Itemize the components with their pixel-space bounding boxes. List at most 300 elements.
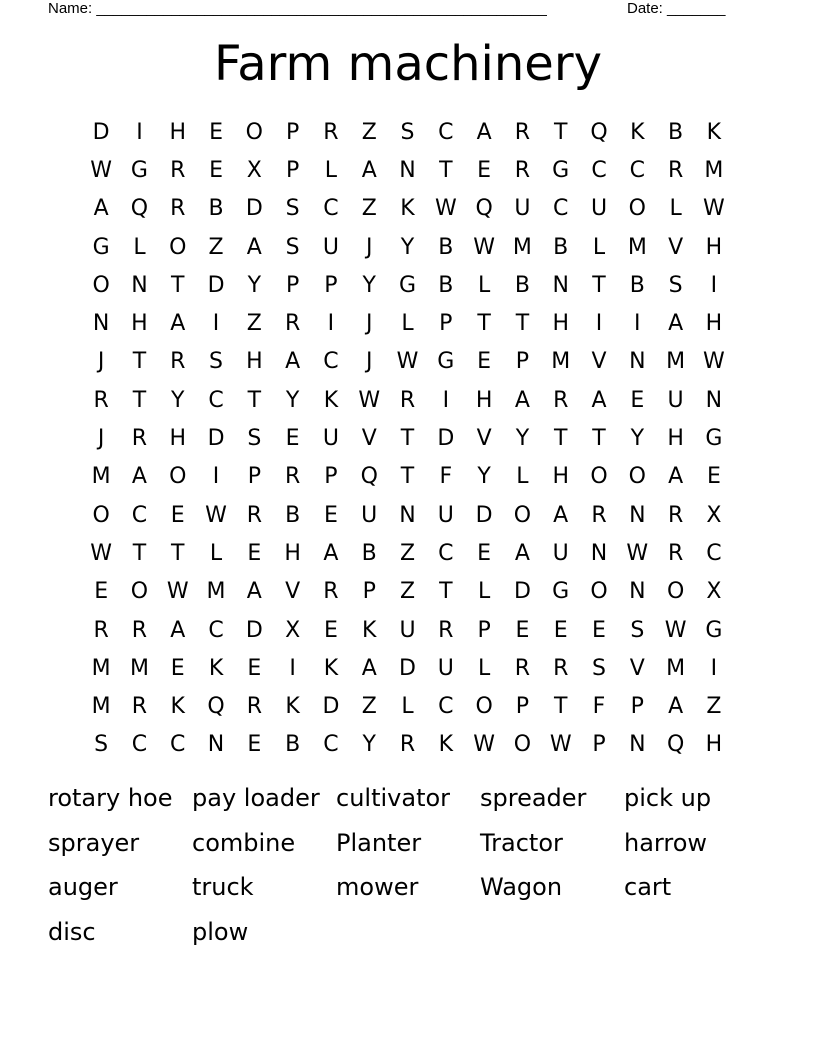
grid-cell: Q bbox=[207, 694, 225, 720]
grid-cell: R bbox=[131, 426, 148, 452]
grid-cell: K bbox=[362, 617, 377, 643]
letter-grid bbox=[82, 113, 733, 764]
word-bank-item: pick up bbox=[624, 784, 712, 812]
grid-cell: M bbox=[627, 234, 647, 260]
grid-cell: A bbox=[170, 617, 186, 643]
grid-cell: M bbox=[91, 464, 111, 490]
grid-cell: T bbox=[477, 311, 491, 337]
grid-cell: R bbox=[323, 119, 339, 145]
grid-cell: W bbox=[703, 349, 725, 375]
word-bank-item: cultivator bbox=[336, 784, 451, 812]
word-bank-item: harrow bbox=[624, 828, 708, 857]
date-blank: _______ bbox=[667, 0, 726, 17]
grid-cell: T bbox=[515, 311, 530, 337]
grid-cell: L bbox=[477, 272, 491, 298]
grid-cell: J bbox=[365, 311, 373, 337]
grid-cell: D bbox=[399, 655, 416, 681]
grid-cell: W bbox=[703, 196, 725, 222]
grid-cell: K bbox=[208, 655, 224, 681]
grid-cell: W bbox=[473, 234, 495, 260]
grid-cell: B bbox=[514, 272, 530, 298]
grid-cell: U bbox=[514, 196, 531, 222]
grid-cell: E bbox=[94, 579, 109, 605]
grid-cell: H bbox=[246, 349, 263, 375]
grid-cell: U bbox=[667, 387, 684, 413]
grid-cell: P bbox=[515, 694, 530, 720]
grid-cell: E bbox=[209, 157, 223, 183]
grid-cell: C bbox=[323, 196, 339, 222]
grid-cell: R bbox=[667, 157, 684, 183]
grid-cell: I bbox=[634, 311, 641, 337]
grid-cell: V bbox=[591, 349, 607, 375]
page-title: Farm machinery bbox=[214, 36, 602, 92]
grid-cell: R bbox=[131, 694, 148, 720]
grid-cell: G bbox=[398, 272, 417, 298]
grid-cell: N bbox=[629, 732, 646, 758]
grid-cell: Z bbox=[399, 579, 416, 605]
grid-cell: D bbox=[245, 617, 263, 643]
grid-cell: E bbox=[706, 464, 721, 490]
grid-cell: E bbox=[477, 540, 492, 566]
grid-cell: M bbox=[704, 157, 724, 183]
grid-cell: G bbox=[552, 157, 570, 183]
grid-cell: E bbox=[285, 426, 300, 452]
grid-cell: I bbox=[442, 387, 450, 413]
grid-cell: M bbox=[666, 655, 686, 681]
grid-cell: K bbox=[285, 694, 300, 720]
grid-cell: K bbox=[630, 119, 645, 145]
grid-cell: T bbox=[439, 157, 453, 183]
grid-cell: B bbox=[438, 272, 454, 298]
grid-cell: Y bbox=[171, 387, 185, 413]
grid-cell: O bbox=[628, 464, 646, 490]
grid-cell: W bbox=[549, 732, 572, 758]
word-bank-item: cart bbox=[624, 873, 672, 902]
grid-cell: C bbox=[131, 732, 148, 758]
name-label: Name: bbox=[48, 0, 93, 17]
grid-cell: M bbox=[512, 234, 532, 260]
grid-cell: R bbox=[438, 617, 454, 643]
grid-cell: W bbox=[396, 349, 419, 375]
grid-cell: W bbox=[90, 540, 113, 566]
grid-cell: T bbox=[553, 119, 568, 145]
grid-cell: Y bbox=[515, 426, 530, 452]
grid-cell: G bbox=[437, 349, 455, 375]
grid-cell: L bbox=[477, 655, 491, 681]
grid-cell: C bbox=[629, 157, 645, 183]
grid-cell: R bbox=[553, 387, 569, 413]
grid-cell: U bbox=[437, 655, 454, 681]
grid-cell: B bbox=[629, 272, 645, 298]
grid-cell: E bbox=[323, 502, 338, 528]
grid-cell: A bbox=[170, 311, 186, 337]
grid-cell: H bbox=[169, 426, 187, 452]
grid-cell: W bbox=[473, 732, 495, 758]
grid-cell: A bbox=[246, 234, 262, 260]
grid-cell: I bbox=[212, 464, 220, 490]
grid-cell: D bbox=[92, 119, 110, 145]
date-label: Date: bbox=[627, 0, 663, 17]
grid-cell: S bbox=[668, 272, 683, 298]
grid-cell: O bbox=[130, 579, 149, 605]
grid-cell: O bbox=[590, 464, 608, 490]
grid-cell: H bbox=[169, 119, 187, 145]
grid-cell: K bbox=[706, 119, 722, 145]
grid-cell: P bbox=[247, 464, 261, 490]
grid-cell: O bbox=[628, 196, 646, 222]
grid-cell: Z bbox=[246, 311, 262, 337]
grid-cell: I bbox=[136, 119, 143, 145]
grid-cell: E bbox=[170, 502, 185, 528]
grid-cell: O bbox=[92, 272, 110, 298]
grid-cell: Y bbox=[477, 464, 491, 490]
grid-cell: R bbox=[514, 157, 531, 183]
grid-cell: K bbox=[400, 196, 415, 222]
grid-cell: R bbox=[93, 617, 109, 643]
grid-cell: K bbox=[323, 655, 339, 681]
grid-cell: L bbox=[401, 694, 414, 720]
grid-cell: O bbox=[169, 464, 187, 490]
word-bank-item: sprayer bbox=[48, 828, 140, 857]
grid-cell: E bbox=[630, 387, 645, 413]
grid-cell: L bbox=[516, 464, 529, 490]
grid-cell: O bbox=[666, 579, 685, 605]
date-field bbox=[627, 0, 725, 18]
grid-cell: A bbox=[323, 540, 339, 566]
grid-cell: P bbox=[324, 464, 338, 490]
grid-cell: P bbox=[362, 579, 376, 605]
grid-cell: A bbox=[553, 502, 569, 528]
grid-cell: F bbox=[592, 694, 606, 720]
grid-cell: D bbox=[245, 196, 263, 222]
grid-cell: R bbox=[170, 349, 186, 375]
word-bank-item: spreader bbox=[480, 784, 587, 812]
word-bank-item: plow bbox=[192, 918, 249, 947]
grid-cell: P bbox=[285, 157, 300, 183]
grid-cell: L bbox=[669, 196, 682, 222]
grid-cell: Y bbox=[285, 387, 300, 413]
grid-cell: O bbox=[475, 694, 493, 720]
grid-cell: M bbox=[91, 694, 111, 720]
grid-cell: T bbox=[132, 540, 147, 566]
grid-cell: L bbox=[324, 157, 338, 183]
grid-cell: A bbox=[361, 655, 377, 681]
grid-cell: M bbox=[666, 349, 686, 375]
grid-cell: R bbox=[667, 540, 684, 566]
grid-cell: Z bbox=[361, 196, 377, 222]
grid-cell: A bbox=[668, 464, 684, 490]
grid-cell: E bbox=[477, 157, 492, 183]
grid-cell: X bbox=[246, 157, 262, 183]
grid-cell: Q bbox=[130, 196, 149, 222]
grid-cell: P bbox=[285, 119, 300, 145]
grid-cell: R bbox=[284, 464, 301, 490]
grid-cell: S bbox=[630, 617, 645, 643]
grid-cell: I bbox=[327, 311, 335, 337]
grid-cell: J bbox=[365, 234, 373, 260]
grid-cell: W bbox=[664, 617, 687, 643]
grid-cell: M bbox=[129, 655, 149, 681]
grid-cell: R bbox=[399, 732, 416, 758]
grid-cell: I bbox=[212, 311, 220, 337]
grid-cell: R bbox=[246, 694, 262, 720]
grid-cell: V bbox=[476, 426, 492, 452]
grid-cell: W bbox=[205, 502, 227, 528]
grid-cell: M bbox=[551, 349, 571, 375]
grid-cell: R bbox=[399, 387, 416, 413]
grid-cell: V bbox=[285, 579, 301, 605]
grid-cell: U bbox=[399, 617, 416, 643]
grid-cell: G bbox=[130, 157, 148, 183]
grid-cell: S bbox=[285, 196, 300, 222]
grid-cell: J bbox=[97, 426, 105, 452]
grid-cell: T bbox=[132, 387, 147, 413]
grid-cell: H bbox=[475, 387, 493, 413]
grid-cell: T bbox=[553, 694, 568, 720]
grid-cell: H bbox=[131, 311, 148, 337]
grid-cell: E bbox=[553, 617, 568, 643]
grid-cell: Q bbox=[666, 732, 685, 758]
grid-cell: V bbox=[629, 655, 645, 681]
grid-cell: G bbox=[705, 426, 723, 452]
grid-cell: L bbox=[401, 311, 414, 337]
grid-cell: Q bbox=[590, 119, 608, 145]
grid-cell: V bbox=[361, 426, 377, 452]
grid-cell: H bbox=[552, 311, 569, 337]
grid-cell: X bbox=[285, 617, 301, 643]
grid-cell: C bbox=[323, 732, 339, 758]
grid-cell: R bbox=[131, 617, 148, 643]
grid-cell: A bbox=[131, 464, 147, 490]
grid-cell: Z bbox=[208, 234, 224, 260]
grid-cell: S bbox=[209, 349, 224, 375]
name-blank: ______________________________________________________ bbox=[96, 0, 547, 17]
grid-cell: T bbox=[171, 272, 185, 298]
grid-cell: O bbox=[92, 502, 110, 528]
grid-cell: E bbox=[247, 655, 262, 681]
grid-cell: K bbox=[323, 387, 339, 413]
grid-cell: R bbox=[170, 157, 186, 183]
grid-cell: A bbox=[668, 694, 684, 720]
grid-cell: P bbox=[592, 732, 606, 758]
grid-cell: C bbox=[438, 540, 454, 566]
grid-cell: Q bbox=[475, 196, 493, 222]
grid-cell: N bbox=[131, 272, 148, 298]
grid-cell: Y bbox=[247, 272, 262, 298]
grid-cell: T bbox=[439, 579, 453, 605]
grid-cell: B bbox=[553, 234, 569, 260]
grid-cell: W bbox=[434, 196, 457, 222]
grid-cell: A bbox=[93, 196, 109, 222]
word-bank-item: auger bbox=[48, 873, 118, 902]
grid-cell: G bbox=[552, 579, 570, 605]
grid-cell: C bbox=[706, 540, 722, 566]
grid-cell: U bbox=[322, 426, 339, 452]
grid-cell: A bbox=[514, 387, 530, 413]
grid-cell: E bbox=[477, 349, 492, 375]
grid-cell: N bbox=[399, 157, 416, 183]
grid-cell: R bbox=[591, 502, 607, 528]
grid-cell: I bbox=[710, 272, 718, 298]
grid-cell: B bbox=[285, 732, 301, 758]
word-bank-item: Wagon bbox=[480, 873, 563, 902]
word-bank-item: combine bbox=[192, 828, 296, 857]
grid-cell: P bbox=[324, 272, 338, 298]
grid-cell: O bbox=[169, 234, 187, 260]
grid-cell: T bbox=[553, 426, 568, 452]
grid-cell: A bbox=[361, 157, 377, 183]
grid-cell: D bbox=[513, 579, 531, 605]
grid-cell: H bbox=[705, 234, 723, 260]
grid-cell: R bbox=[246, 502, 262, 528]
grid-cell: N bbox=[705, 387, 723, 413]
grid-cell: V bbox=[668, 234, 684, 260]
grid-cell: I bbox=[289, 655, 296, 681]
name-field bbox=[48, 0, 547, 18]
grid-cell: H bbox=[552, 464, 569, 490]
grid-cell: P bbox=[515, 349, 530, 375]
grid-cell: A bbox=[285, 349, 301, 375]
grid-cell: D bbox=[207, 426, 225, 452]
grid-cell: S bbox=[247, 426, 262, 452]
grid-cell: T bbox=[592, 272, 606, 298]
grid-cell: L bbox=[592, 234, 606, 260]
grid-cell: Z bbox=[706, 694, 722, 720]
grid-cell: K bbox=[438, 732, 454, 758]
grid-cell: R bbox=[553, 655, 569, 681]
word-bank-item: mower bbox=[336, 873, 419, 902]
grid-cell: S bbox=[94, 732, 109, 758]
grid-cell: C bbox=[170, 732, 186, 758]
grid-cell: X bbox=[706, 502, 722, 528]
grid-cell: E bbox=[247, 732, 262, 758]
grid-cell: N bbox=[629, 502, 646, 528]
grid-cell: M bbox=[206, 579, 226, 605]
grid-cell: L bbox=[477, 579, 491, 605]
grid-cell: A bbox=[591, 387, 607, 413]
grid-cell: W bbox=[358, 387, 381, 413]
grid-cell: K bbox=[170, 694, 185, 720]
grid-cell: C bbox=[323, 349, 339, 375]
word-bank-item: disc bbox=[48, 918, 96, 947]
grid-cell: B bbox=[208, 196, 224, 222]
grid-cell: N bbox=[207, 732, 225, 758]
grid-cell: H bbox=[705, 311, 723, 337]
grid-cell: Y bbox=[630, 426, 645, 452]
grid-cell: F bbox=[439, 464, 453, 490]
grid-cell: P bbox=[630, 694, 644, 720]
grid-cell: P bbox=[285, 272, 300, 298]
grid-cell: R bbox=[93, 387, 109, 413]
grid-cell: B bbox=[285, 502, 301, 528]
grid-cell: T bbox=[400, 426, 415, 452]
grid-cell: E bbox=[247, 540, 262, 566]
grid-cell: T bbox=[592, 426, 606, 452]
grid-cell: S bbox=[285, 234, 300, 260]
word-bank-item: rotary hoe bbox=[48, 784, 173, 812]
grid-cell: M bbox=[91, 655, 111, 681]
grid-cell: P bbox=[477, 617, 491, 643]
grid-cell: W bbox=[166, 579, 189, 605]
grid-cell: O bbox=[513, 502, 532, 528]
grid-cell: U bbox=[552, 540, 569, 566]
grid-cell: B bbox=[668, 119, 684, 145]
grid-cell: Z bbox=[361, 694, 377, 720]
grid-cell: N bbox=[629, 349, 646, 375]
grid-cell: C bbox=[553, 196, 569, 222]
grid-cell: W bbox=[90, 157, 113, 183]
grid-cell: D bbox=[207, 272, 225, 298]
grid-cell: P bbox=[439, 311, 453, 337]
grid-cell: N bbox=[92, 311, 110, 337]
grid-cell: N bbox=[629, 579, 646, 605]
grid-cell: S bbox=[400, 119, 415, 145]
grid-cell: X bbox=[706, 579, 722, 605]
grid-cell: H bbox=[705, 732, 723, 758]
grid-cell: E bbox=[209, 119, 223, 145]
grid-cell: Z bbox=[399, 540, 416, 566]
grid-cell: J bbox=[365, 349, 373, 375]
grid-cell: T bbox=[400, 464, 415, 490]
grid-cell: R bbox=[284, 311, 301, 337]
grid-cell: G bbox=[92, 234, 110, 260]
grid-cell: I bbox=[595, 311, 603, 337]
grid-cell: E bbox=[170, 655, 185, 681]
grid-cell: D bbox=[475, 502, 493, 528]
grid-cell: R bbox=[514, 655, 531, 681]
grid-cell: C bbox=[131, 502, 148, 528]
grid-cell: O bbox=[245, 119, 263, 145]
grid-cell: T bbox=[171, 540, 185, 566]
grid-cell: R bbox=[667, 502, 684, 528]
grid-cell: C bbox=[438, 694, 454, 720]
grid-cell: A bbox=[476, 119, 492, 145]
grid-cell: U bbox=[361, 502, 378, 528]
grid-cell: U bbox=[590, 196, 608, 222]
grid-cell: Y bbox=[400, 234, 415, 260]
grid-cell: U bbox=[322, 234, 339, 260]
grid-cell: N bbox=[399, 502, 416, 528]
grid-cell: C bbox=[591, 157, 607, 183]
grid-cell: R bbox=[323, 579, 339, 605]
grid-cell: I bbox=[710, 655, 718, 681]
grid-cell: L bbox=[133, 234, 146, 260]
grid-cell: L bbox=[209, 540, 223, 566]
word-bank-item: pay loader bbox=[192, 784, 320, 812]
grid-cell: C bbox=[208, 387, 224, 413]
grid-cell: T bbox=[247, 387, 262, 413]
grid-cell: T bbox=[132, 349, 147, 375]
word-bank-item: Tractor bbox=[480, 828, 563, 857]
grid-cell: E bbox=[515, 617, 530, 643]
grid-cell: D bbox=[322, 694, 340, 720]
word-bank-item: truck bbox=[192, 873, 254, 902]
grid-cell: G bbox=[705, 617, 723, 643]
grid-cell: E bbox=[592, 617, 606, 643]
word-bank bbox=[48, 778, 768, 957]
grid-cell: Y bbox=[362, 272, 376, 298]
header-line bbox=[48, 0, 748, 20]
grid-cell: Y bbox=[362, 732, 376, 758]
grid-cell: B bbox=[361, 540, 377, 566]
grid-cell: N bbox=[552, 272, 569, 298]
grid-cell: U bbox=[437, 502, 454, 528]
grid-cell: O bbox=[513, 732, 532, 758]
grid-cell: A bbox=[514, 540, 530, 566]
grid-cell: C bbox=[438, 119, 454, 145]
grid-cell: B bbox=[438, 234, 454, 260]
grid-cell: W bbox=[626, 540, 649, 566]
